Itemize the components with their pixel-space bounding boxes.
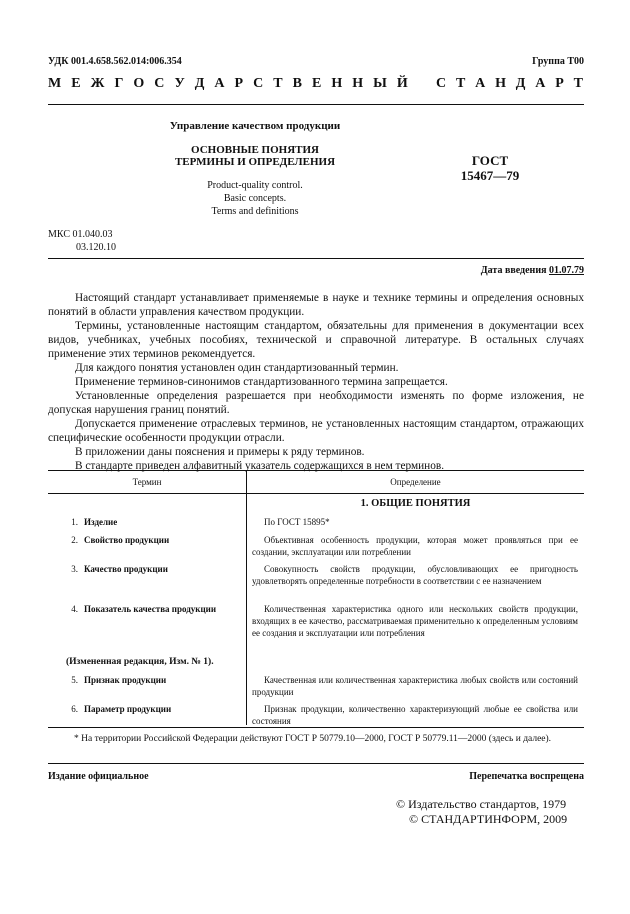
- group-code: Группа Т00: [532, 56, 584, 67]
- mks-rule: [48, 258, 584, 259]
- row-definition: По ГОСТ 15895*: [264, 517, 330, 527]
- banner-letter: Д: [194, 76, 205, 91]
- banner-letter: Е: [71, 76, 81, 91]
- row-term: Показатель качества продукции: [84, 604, 217, 614]
- banner-letter: Г: [114, 76, 124, 91]
- paragraph: В стандарте приведен алфавитный указатель содержащихся в нем терминов.: [75, 460, 445, 472]
- banner-letter: Т: [455, 76, 466, 91]
- row-term: Свойство продукции: [84, 535, 170, 545]
- table-bottom-rule: [48, 727, 584, 728]
- row-number: 1.: [71, 517, 78, 527]
- row-number: 5.: [71, 675, 78, 685]
- row-definition: Количественная характеристика одного или нескольких свойств продукции, входящих в ее качество, рассматриваемая применительно к определенным условиям ее создания и эксплуатации или потребления: [252, 604, 578, 638]
- banner-letter: Ы: [373, 76, 387, 91]
- banner-left: [48, 76, 408, 92]
- paragraph: Настоящий стандарт устанавливает применяемые в науке и технике термины и определения основных понятий в области управления качеством продукции.: [48, 292, 584, 318]
- row-definition: Объективная особенность продукции, которая может проявляться при ее создании, эксплуатации или потреблении: [252, 535, 578, 557]
- banner-letter: М: [48, 76, 62, 91]
- intro-date-value: 01.07.79: [549, 265, 584, 276]
- paragraph: Применение терминов-синонимов стандартизованного термина запрещается.: [75, 376, 448, 388]
- udk-code: УДК 001.4.658.562.014:006.354: [48, 56, 182, 67]
- copyright-1979: © Издательство стандартов, 1979: [396, 797, 567, 811]
- reprint-prohibited: Перепечатка воспрещена: [469, 771, 584, 782]
- row-number: 4.: [71, 604, 78, 614]
- copyright-2009: © СТАНДАРТИНФОРМ, 2009: [409, 812, 568, 826]
- gost-number: 15467—79: [460, 168, 520, 183]
- amendment-note: (Измененная редакция, Изм. № 1).: [66, 657, 214, 667]
- row-term: Изделие: [84, 517, 118, 527]
- header-rule: [48, 104, 584, 105]
- main-title-line2: ТЕРМИНЫ И ОПРЕДЕЛЕНИЯ: [174, 156, 336, 168]
- column-header-definition: Определение: [390, 477, 441, 487]
- paragraph: В приложении даны пояснения и примеры к ряду терминов.: [75, 446, 365, 458]
- footnote: * На территории Российской Федерации действуют ГОСТ Р 50779.10—2000, ГОСТ Р 50779.11—2000 (здесь и далее).: [74, 734, 552, 744]
- mks-code-2: 03.120.10: [76, 242, 116, 253]
- english-title-line2: Basic concepts.: [223, 193, 287, 204]
- row-number: 6.: [71, 704, 78, 714]
- banner-letter: В: [292, 76, 302, 91]
- banner-letter: Д: [515, 76, 526, 91]
- table-top-rule: [48, 470, 584, 471]
- official-edition: Издание официальное: [48, 771, 149, 782]
- intro-date: [400, 265, 584, 276]
- banner-letter: А: [214, 76, 225, 91]
- row-number: 2.: [71, 535, 78, 545]
- banner-letter: О: [133, 76, 145, 91]
- banner-letter: Р: [555, 76, 564, 91]
- banner-letter: Т: [273, 76, 283, 91]
- banner-letter: Т: [573, 76, 583, 91]
- column-header-term: Термин: [132, 477, 162, 487]
- english-title-line1: Product-quality control.: [207, 180, 303, 191]
- banner-letter: Р: [234, 76, 244, 91]
- banner-letter: А: [475, 76, 486, 91]
- footer-rule: [48, 763, 584, 764]
- banner-letter: Е: [311, 76, 322, 91]
- row-term: Качество продукции: [84, 564, 168, 574]
- mks-code-1: МКС 01.040.03: [48, 229, 113, 240]
- english-title-line3: Terms and definitions: [211, 206, 299, 217]
- intro-date-label: Дата введения: [480, 265, 547, 276]
- paragraph: Установленные определения разрешается при необходимости изменять по форме изложения, не допуская нарушения границ понятий.: [48, 390, 584, 416]
- subject-title: Управление качеством продукции: [169, 120, 341, 132]
- gost-label: ГОСТ: [471, 153, 509, 168]
- banner-letter: С: [154, 76, 165, 91]
- paragraph: Для каждого понятия установлен один стандартизованный термин.: [75, 362, 399, 374]
- banner-letter: Й: [396, 76, 408, 91]
- row-definition: Качественная или количественная характеристика любых свойств или состояний продукции: [252, 675, 578, 697]
- row-term: Параметр продукции: [84, 704, 172, 714]
- banner-letter: С: [436, 76, 447, 91]
- table-header-rule: [48, 493, 584, 494]
- paragraph: Допускается применение отраслевых терминов, не установленных настоящим стандартом, отражающих специфические особенности продукции отрасли.: [48, 418, 584, 444]
- banner-letter: Н: [495, 76, 506, 91]
- banner-letter: У: [174, 76, 185, 91]
- main-title-line1: ОСНОВНЫЕ ПОНЯТИЯ: [191, 144, 319, 156]
- banner-right: [436, 76, 583, 92]
- banner-letter: С: [253, 76, 264, 91]
- section-heading: 1. ОБЩИЕ ПОНЯТИЯ: [360, 498, 471, 509]
- row-term: Признак продукции: [84, 675, 167, 685]
- row-definition: Признак продукции, количественно характеризующий любые ее свойства или состояния: [252, 704, 578, 726]
- banner-letter: Н: [352, 76, 364, 91]
- row-number: 3.: [71, 564, 78, 574]
- row-definition: Совокупность свойств продукции, обусловливающих ее пригодность удовлетворять определенные потребности в соответствии с ее назначением: [252, 564, 578, 586]
- paragraph: Термины, установленные настоящим стандартом, обязательны для применения в документации всех видов, учебниках, учебных пособиях, технической и справочной литературе. В остальных случаях применение этих терминов рекомендуется.: [48, 320, 584, 360]
- banner-letter: Ж: [90, 76, 105, 91]
- intro-text: [48, 291, 584, 473]
- banner-letter: Н: [331, 76, 343, 91]
- banner-letter: А: [535, 76, 546, 91]
